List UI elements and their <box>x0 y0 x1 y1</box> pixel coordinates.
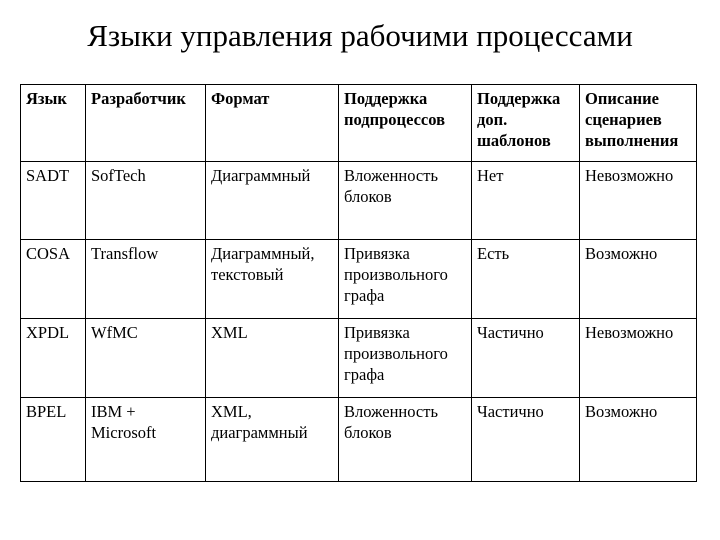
comparison-table <box>20 84 697 482</box>
table-cell: Невозможно <box>580 162 697 240</box>
header-cell: Поддержка доп. шаблонов <box>472 85 580 162</box>
table-row <box>21 319 697 398</box>
table-row <box>21 162 697 240</box>
header-cell: Язык <box>21 85 86 162</box>
table-cell: SofTech <box>86 162 206 240</box>
table-cell: Привязка произвольного графа <box>339 240 472 319</box>
table-cell: Возможно <box>580 398 697 482</box>
table-cell: WfMC <box>86 319 206 398</box>
table-cell: Возможно <box>580 240 697 319</box>
table-row <box>21 240 697 319</box>
table-cell: Нет <box>472 162 580 240</box>
table-cell: COSA <box>21 240 86 319</box>
table-cell: IBM + Microsoft <box>86 398 206 482</box>
header-cell: Формат <box>206 85 339 162</box>
table-header-row <box>21 85 697 162</box>
header-cell: Поддержка подпроцессов <box>339 85 472 162</box>
table-cell: Невозможно <box>580 319 697 398</box>
table-cell: Привязка произвольного графа <box>339 319 472 398</box>
table-cell: Диаграммный <box>206 162 339 240</box>
table-row <box>21 398 697 482</box>
table-cell: XML, диаграммный <box>206 398 339 482</box>
header-cell: Описание сценариев выполнения <box>580 85 697 162</box>
table-cell: Частично <box>472 398 580 482</box>
table-cell: Вложенность блоков <box>339 162 472 240</box>
table-cell: Частично <box>472 319 580 398</box>
table-cell: Вложенность блоков <box>339 398 472 482</box>
header-cell: Разработчик <box>86 85 206 162</box>
slide-title: Языки управления рабочими процессами <box>87 18 633 53</box>
table-cell: Диаграммный, текстовый <box>206 240 339 319</box>
table-cell: BPEL <box>21 398 86 482</box>
table-cell: Есть <box>472 240 580 319</box>
table-cell: Transflow <box>86 240 206 319</box>
table-cell: SADT <box>21 162 86 240</box>
table-cell: XPDL <box>21 319 86 398</box>
table-cell: XML <box>206 319 339 398</box>
